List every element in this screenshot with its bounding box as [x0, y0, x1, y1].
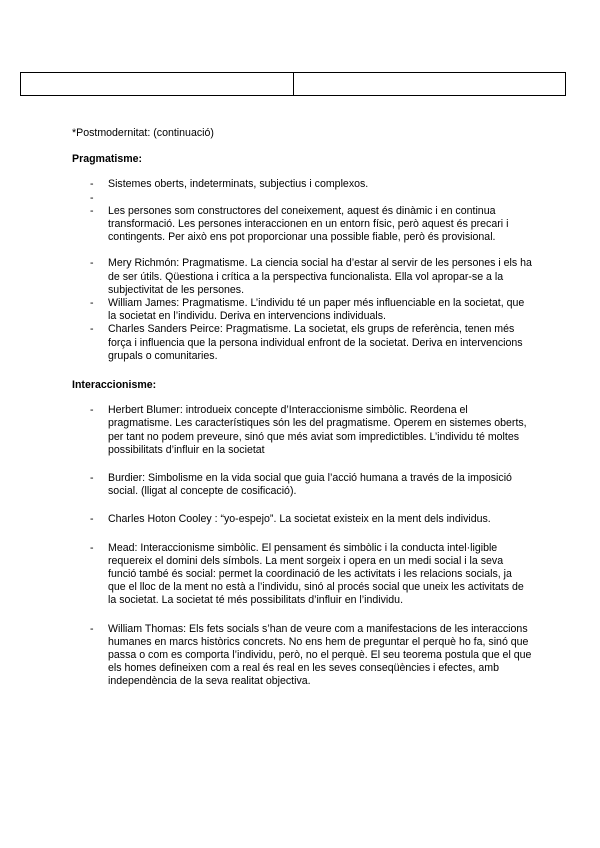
list-item: - Herbert Blumer: introdueix concepte d’Interaccionisme simbòlic. Reordena el pragmatisme. Les característiques són les del pragmatisme. Operem en sistemes oberts, per tant no podem preveure, sinó que més aviat som impredictibles. L’individu té moltes possibilitats d’influir en la societat [72, 404, 532, 457]
interaccionisme-list [72, 404, 532, 688]
list-item: - Mery Richmón: Pragmatisme. La ciencia social ha d’estar al servir de les persones i els ha de ser útils. Qüestiona i crítica a la perspectiva funcionalista. Ella vol apropar-se a la subjectivitat de les persones. [72, 257, 532, 297]
header-table [20, 72, 566, 96]
pragmatisme-list [72, 178, 532, 363]
document-body [72, 127, 532, 689]
section-heading-pragmatisme: Pragmatisme: [72, 153, 143, 166]
header-cell-right [293, 73, 566, 95]
list-item: - Charles Hoton Cooley : “yo-espejo”. La societat existeix en la ment dels individus. [72, 513, 532, 526]
list-item: - Mead: Interaccionisme simbòlic. El pensament és simbòlic i la conducta intel·ligible requereix el domini dels símbols. La ment sorgeix i opera en un medi social i la seva funció també és social: permet la coordinació de les activitats i les relacions socials, ja que el lloc de la ment no està a l’individu, sinó al procés social que uneix les activitats de la societat. La societat té més possibilitats d’influir en l’individu. [72, 542, 532, 608]
list-item: - Sistemes oberts, indeterminats, subjectius i complexos. [72, 178, 532, 191]
list-item: - William James: Pragmatisme. L’individu té un paper més influenciable en la societat, que la societat en l’individu. Deriva en intervencions individuals. [72, 297, 532, 323]
header-cell-left [21, 73, 293, 95]
list-item-empty [72, 192, 532, 205]
list-item: - William Thomas: Els fets socials s’han de veure com a manifestacions de les interaccions humanes en marcs històrics concrets. No ens hem de preguntar el perquè ho fa, sinó que passa o com es comporta l’individu, però, no el perquè. El seu teorema postula que el que els homes defineixen com a real és real en les seves conseqüències i efectes, amb independència de la seva realitat objectiva. [72, 623, 532, 689]
list-item: - Charles Sanders Peirce: Pragmatisme. La societat, els grups de referència, tenen més força i influencia que la persona individual enfront de la societat. Deriva en intervencions grupals o comunitaries. [72, 323, 532, 363]
section-heading-interaccionisme: Interaccionisme: [72, 379, 157, 392]
intro-line: *Postmodernitat: (continuació) [72, 127, 214, 139]
list-item: - Les persones som constructores del coneixement, aquest és dinàmic i en continua transformació. Les persones interaccionen en un entorn físic, però aquest és precari i contingents. Per això ens pot proporcionar una possible fiable, però és provisional. [72, 205, 532, 245]
list-item: - Burdier: Simbolisme en la vida social que guia l’acció humana a través de la imposició social. (lligat al concepte de cosificació). [72, 472, 532, 498]
